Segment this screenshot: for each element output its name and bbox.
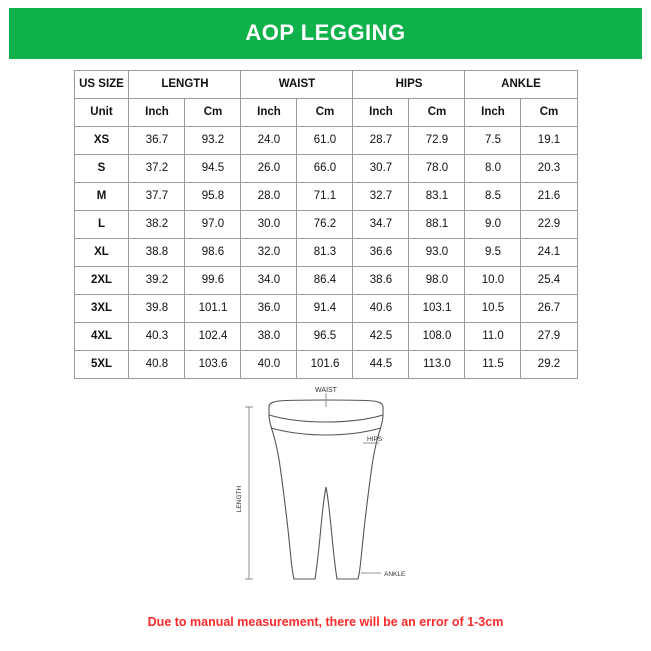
unit-cell-hips-inch: Inch	[353, 99, 409, 127]
cell-hips-inch: 30.7	[353, 155, 409, 183]
table-row	[74, 155, 577, 183]
unit-cell-length-cm: Cm	[185, 99, 241, 127]
cell-waist-cm: 61.0	[297, 127, 353, 155]
row-size-label: S	[74, 155, 129, 183]
row-size-label: 4XL	[74, 323, 129, 351]
page-title: AOP LEGGING	[9, 8, 642, 59]
cell-ankle-cm: 22.9	[521, 211, 577, 239]
cell-ankle-cm: 25.4	[521, 267, 577, 295]
row-size-label: XS	[74, 127, 129, 155]
cell-waist-cm: 96.5	[297, 323, 353, 351]
length-label: LENGTH	[235, 485, 243, 513]
cell-waist-inch: 38.0	[241, 323, 297, 351]
cell-hips-inch: 42.5	[353, 323, 409, 351]
legging-outline	[269, 400, 383, 579]
cell-ankle-inch: 8.5	[465, 183, 521, 211]
cell-waist-inch: 28.0	[241, 183, 297, 211]
cell-hips-cm: 98.0	[409, 267, 465, 295]
cell-hips-inch: 40.6	[353, 295, 409, 323]
cell-length-inch: 38.2	[129, 211, 185, 239]
cell-waist-cm: 71.1	[297, 183, 353, 211]
cell-hips-inch: 38.6	[353, 267, 409, 295]
table-row	[74, 239, 577, 267]
unit-cell-length-inch: Inch	[129, 99, 185, 127]
cell-length-inch: 39.2	[129, 267, 185, 295]
table-row	[74, 211, 577, 239]
cell-length-cm: 95.8	[185, 183, 241, 211]
cell-length-cm: 101.1	[185, 295, 241, 323]
table-header-waist: WAIST	[241, 71, 353, 99]
unit-cell-label: Unit	[74, 99, 129, 127]
cell-length-cm: 94.5	[185, 155, 241, 183]
cell-hips-cm: 72.9	[409, 127, 465, 155]
cell-ankle-inch: 7.5	[465, 127, 521, 155]
row-size-label: L	[74, 211, 129, 239]
cell-ankle-cm: 19.1	[521, 127, 577, 155]
cell-ankle-inch: 9.5	[465, 239, 521, 267]
table-header-hips: HIPS	[353, 71, 465, 99]
table-group-header-row	[74, 71, 577, 99]
cell-ankle-inch: 11.5	[465, 351, 521, 379]
cell-waist-inch: 30.0	[241, 211, 297, 239]
table-unit-row	[74, 99, 577, 127]
table-header-length: LENGTH	[129, 71, 241, 99]
cell-hips-inch: 36.6	[353, 239, 409, 267]
cell-length-inch: 40.8	[129, 351, 185, 379]
size-table	[74, 70, 578, 379]
table-row	[74, 323, 577, 351]
legging-diagram	[211, 387, 441, 592]
cell-length-cm: 99.6	[185, 267, 241, 295]
measurement-note: Due to manual measurement, there will be an error of 1-3cm	[147, 615, 504, 629]
cell-ankle-cm: 29.2	[521, 351, 577, 379]
row-size-label: M	[74, 183, 129, 211]
cell-waist-cm: 66.0	[297, 155, 353, 183]
unit-cell-hips-cm: Cm	[409, 99, 465, 127]
table-row	[74, 267, 577, 295]
unit-cell-waist-inch: Inch	[241, 99, 297, 127]
cell-hips-cm: 108.0	[409, 323, 465, 351]
cell-length-inch: 39.8	[129, 295, 185, 323]
cell-waist-cm: 86.4	[297, 267, 353, 295]
cell-hips-cm: 93.0	[409, 239, 465, 267]
cell-waist-inch: 24.0	[241, 127, 297, 155]
hips-label: HIPS	[366, 436, 382, 443]
cell-waist-inch: 26.0	[241, 155, 297, 183]
cell-waist-cm: 76.2	[297, 211, 353, 239]
cell-ankle-inch: 11.0	[465, 323, 521, 351]
cell-waist-inch: 34.0	[241, 267, 297, 295]
unit-cell-waist-cm: Cm	[297, 99, 353, 127]
cell-ankle-inch: 9.0	[465, 211, 521, 239]
table-row	[74, 127, 577, 155]
cell-hips-cm: 103.1	[409, 295, 465, 323]
table-row	[74, 295, 577, 323]
row-size-label: XL	[74, 239, 129, 267]
cell-hips-cm: 78.0	[409, 155, 465, 183]
cell-ankle-inch: 10.5	[465, 295, 521, 323]
row-size-label: 3XL	[74, 295, 129, 323]
row-size-label: 2XL	[74, 267, 129, 295]
cell-hips-cm: 88.1	[409, 211, 465, 239]
unit-cell-ankle-cm: Cm	[521, 99, 577, 127]
cell-ankle-inch: 10.0	[465, 267, 521, 295]
table-row	[74, 183, 577, 211]
cell-ankle-cm: 21.6	[521, 183, 577, 211]
cell-waist-cm: 91.4	[297, 295, 353, 323]
cell-hips-cm: 83.1	[409, 183, 465, 211]
cell-length-cm: 102.4	[185, 323, 241, 351]
waist-label: WAIST	[314, 387, 337, 394]
cell-length-cm: 93.2	[185, 127, 241, 155]
cell-waist-inch: 32.0	[241, 239, 297, 267]
cell-length-inch: 36.7	[129, 127, 185, 155]
unit-cell-ankle-inch: Inch	[465, 99, 521, 127]
cell-length-inch: 40.3	[129, 323, 185, 351]
cell-ankle-cm: 20.3	[521, 155, 577, 183]
cell-length-inch: 37.7	[129, 183, 185, 211]
length-guide	[245, 407, 253, 579]
table-header-ankle: ANKLE	[465, 71, 577, 99]
cell-waist-cm: 81.3	[297, 239, 353, 267]
row-size-label: 5XL	[74, 351, 129, 379]
cell-ankle-cm: 26.7	[521, 295, 577, 323]
cell-length-inch: 37.2	[129, 155, 185, 183]
cell-hips-cm: 113.0	[409, 351, 465, 379]
cell-hips-inch: 28.7	[353, 127, 409, 155]
ankle-label: ANKLE	[383, 571, 405, 578]
cell-length-inch: 38.8	[129, 239, 185, 267]
cell-waist-cm: 101.6	[297, 351, 353, 379]
cell-hips-inch: 34.7	[353, 211, 409, 239]
cell-length-cm: 103.6	[185, 351, 241, 379]
cell-length-cm: 97.0	[185, 211, 241, 239]
cell-waist-inch: 40.0	[241, 351, 297, 379]
legging-diagram-area	[8, 387, 643, 602]
cell-length-cm: 98.6	[185, 239, 241, 267]
cell-hips-inch: 44.5	[353, 351, 409, 379]
table-row	[74, 351, 577, 379]
cell-ankle-inch: 8.0	[465, 155, 521, 183]
cell-ankle-cm: 24.1	[521, 239, 577, 267]
cell-waist-inch: 36.0	[241, 295, 297, 323]
table-header-us-size: US SIZE	[74, 71, 129, 99]
cell-ankle-cm: 27.9	[521, 323, 577, 351]
cell-hips-inch: 32.7	[353, 183, 409, 211]
